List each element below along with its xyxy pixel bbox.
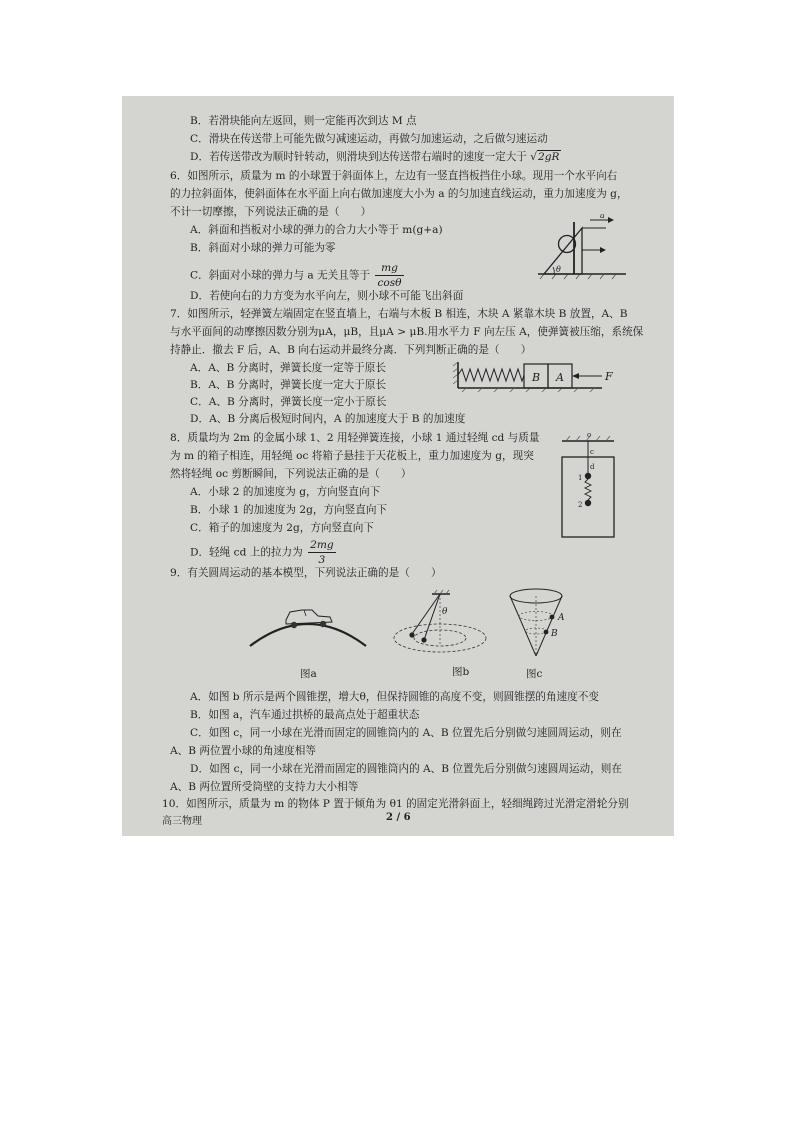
q7-fig-force: F (605, 370, 613, 383)
q9-option-c-2: A、B 两位置小球的角速度相等 (170, 745, 316, 757)
q8-option-a: A．小球 2 的加速度为 g，方向竖直向下 (190, 486, 381, 498)
q6-stem-1: 6．如图所示，质量为 m 的小球置于斜面体上，左边有一竖直挡板挡住小球。现用一个水平向右 (170, 170, 618, 182)
q5-option-c: C．滑块在传送带上可能先做匀减速运动，再做匀加速运动，之后做匀速运动 (190, 133, 548, 145)
q9-stem: 9．有关圆周运动的基本模型，下列说法正确的是（ ） (170, 567, 442, 579)
q6-stem-2: 的力拉斜面体，使斜面体在水平面上向右做加速度大小为 a 的匀加速直线运动，重力加速度为 g， (170, 188, 628, 200)
q5-option-b: B．若滑块能向左返回，则一定能再次到达 M 点 (190, 115, 417, 127)
q9-fig-b-theta: θ (442, 607, 448, 617)
q7-stem-1: 7．如图所示，轻弹簧左端固定在竖直墙上，右端与木板 B 相连，木块 A 紧靠木块 B 放置，A、B (170, 308, 628, 320)
q7-stem-3: 持静止．撤去 F 后，A、B 向右运动并最终分离．下列判断正确的是（ ） (170, 344, 532, 356)
q7-option-a: A．A、B 分离时，弹簧长度一定等于原长 (190, 362, 386, 374)
q8-box-figure (554, 431, 628, 543)
q7-stem-2: 与水平面间的动摩擦因数分别为μA，μB，且μA > μB.用水平力 F 向左压 A，使弹簧被压缩，系统保 (170, 326, 644, 338)
q8-option-d (190, 538, 338, 567)
q8-d-denominator: 3 (318, 554, 326, 566)
footer-subject: 高三物理 (162, 816, 202, 827)
q9-figure-a-label: 图a (300, 668, 317, 680)
q5-option-d-sqrt: 2gR (538, 151, 560, 163)
q8-option-c: C．箱子的加速度为 2g，方向竖直向下 (190, 522, 374, 534)
q9-figure-a-bridge (246, 598, 370, 656)
q10-stem-1: 10．如图所示，质量为 m 的物体 P 置于倾角为 θ1 的固定光滑斜面上，轻细绳跨过光滑定滑轮分别 (162, 798, 629, 810)
q9-option-d-1: D．如图 c，同一小球在光滑而固定的圆锥筒内的 A、B 位置先后分别做匀速圆周运动，则在 (190, 763, 622, 775)
q8-fig-ball-1: 1 (578, 474, 583, 482)
q7-fig-block-b: B (532, 371, 541, 384)
q7-spring-figure (452, 358, 624, 392)
q6-incline-figure (534, 214, 630, 280)
q8-stem-2: 为 m 的箱子相连，用轻绳 oc 将箱子悬挂于天花板上，重力加速度为 g，现突 (170, 450, 534, 462)
q9-option-d-2: A、B 两位置所受筒壁的支持力大小相等 (170, 781, 359, 793)
q8-stem-3: 然将轻绳 oc 剪断瞬间，下列说法正确的是（ ） (170, 468, 412, 480)
q6-c-numerator: mg (375, 261, 403, 276)
q6-fig-theta: θ (556, 265, 561, 274)
q8-option-d-text: D．轻绳 cd 上的拉力为 (190, 546, 303, 559)
q8-fig-d: d (590, 463, 595, 471)
q6-option-c (190, 261, 406, 290)
q8-option-d-fraction (308, 538, 336, 567)
q8-fig-c: c (590, 448, 594, 456)
q9-option-a: A．如图 b 所示是两个圆锥摆，增大θ，但保持圆锥的高度不变，则圆锥摆的角速度不变 (190, 691, 599, 703)
exam-page (122, 96, 674, 836)
q8-stem-1: 8．质量均为 2m 的金属小球 1、2 用轻弹簧连接，小球 1 通过轻绳 cd 与质量 (170, 432, 540, 444)
q7-option-d: D．A、B 分离后极短时间内，A 的加速度大于 B 的加速度 (190, 413, 466, 425)
q6-c-denominator: cosθ (377, 277, 402, 289)
q9-fig-c-b: B (551, 629, 558, 639)
q6-option-b: B．斜面对小球的弹力可能为零 (190, 242, 336, 254)
q5-option-d-text: D．若传送带改为顺时针转动，则滑块到达传送带右端时的速度一定大于 (190, 151, 527, 163)
q9-figure-b-label: 图b (452, 666, 470, 678)
q9-figure-b-conical-pendulum (390, 588, 510, 660)
q7-fig-block-a: A (556, 371, 564, 384)
q8-fig-o: o (587, 431, 592, 439)
q9-fig-c-a: A (558, 613, 565, 623)
q6-fig-a: a (600, 214, 605, 220)
q6-option-d: D．若使向右的力方变为水平向左，则小球不可能飞出斜面 (190, 290, 464, 302)
q7-option-b: B．A、B 分离时，弹簧长度一定大于原长 (190, 379, 387, 391)
q9-figure-c-cone (502, 584, 582, 664)
q8-d-numerator: 2mg (310, 539, 334, 551)
q6-option-c-fraction (375, 261, 403, 290)
q8-fig-ball-2: 2 (578, 501, 583, 509)
q7-option-c: C．A、B 分离时，弹簧长度一定小于原长 (190, 396, 387, 408)
q6-option-a: A．斜面和挡板对小球的弹力的合力大小等于 m(g+a) (190, 224, 443, 236)
q9-option-c-1: C．如图 c，同一小球在光滑而固定的圆锥筒内的 A、B 位置先后分别做匀速圆周运动，则在 (190, 727, 622, 739)
q8-option-b: B．小球 1 的加速度为 2g，方向竖直向下 (190, 504, 388, 516)
footer-page-number: 2 / 6 (386, 812, 411, 823)
q5-option-d: D．若传送带改为顺时针转动，则滑块到达传送带右端时的速度一定大于 √2gR (190, 151, 560, 163)
q6-option-c-text: C．斜面对小球的弹力与 a 无关且等于 (190, 269, 371, 282)
q9-option-b: B．如图 a，汽车通过拱桥的最高点处于超重状态 (190, 709, 420, 721)
q9-figure-c-label: 图c (526, 668, 543, 680)
q6-stem-3: 不计一切摩擦，下列说法正确的是（ ） (170, 206, 372, 218)
